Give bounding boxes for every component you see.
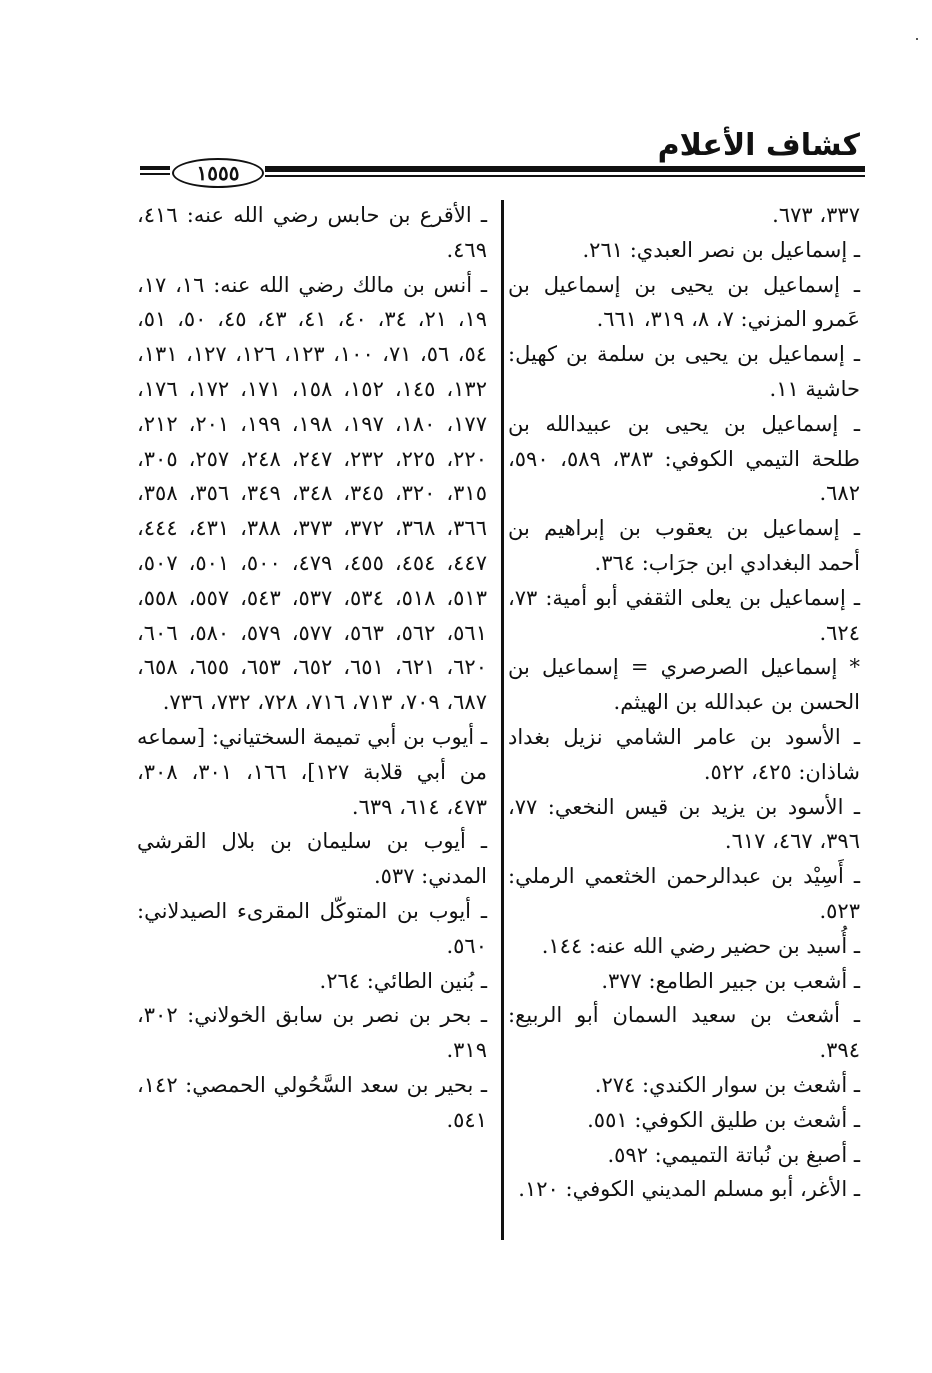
index-entry: ـ أَسِيْد بن عبدالرحمن الخثعمي الرملي: ٥٢٣. xyxy=(508,864,860,923)
running-header-title: كشاف الأعلام xyxy=(657,128,860,163)
index-entry: ـ إسماعيل بن نصر العبدي: ٢٦١. xyxy=(582,237,860,262)
index-column-right xyxy=(508,198,860,1207)
stray-mark xyxy=(916,38,918,40)
index-entry: ـ الأقرع بن حابس رضي الله عنه: ٤١٦، ٤٦٩. xyxy=(137,203,487,262)
index-entry: ـ أشعث بن سعيد السمان أبو الربيع: ٣٩٤. xyxy=(508,1003,860,1063)
index-entry: ـ الأغر، أبو مسلم المديني الكوفي: ١٢٠. xyxy=(518,1177,860,1202)
index-entry: ـ بُنين الطائي: ٢٦٤. xyxy=(319,968,487,993)
index-column-left xyxy=(137,198,487,1138)
index-entry: ـ الأسود بن يزيد بن قيس النخعي: ٧٧، ٣٩٦، ٤٦٧، ٦١٧. xyxy=(508,794,860,854)
index-entry: ـ أيوب بن سليمان بن بلال القرشي المدني: ٥٣٧. xyxy=(137,829,487,889)
index-entry: ـ إسماعيل بن يعلى الثقفي أبو أمية: ٧٣، ٦٢٤. xyxy=(508,585,860,645)
index-entry: ـ أشعث بن طليق الكوفي: ٥٥١. xyxy=(587,1107,860,1132)
index-entry: ـ أنس بن مالك رضي الله عنه: ١٦، ١٧، ١٩، ٢١، ٣٤، ٤٠، ٤١، ٤٣، ٤٥، ٥٠، ٥١، ٥٤، ٥٦، ٧١، ١٠٠، ١٢٣، ١٢٦، ١٢٧، ١٣١، ١٣٢، ١٤٥، ١٥٢، ١٥٨، ١٧١، ١٧٢، ١٧٦، ١٧٧، ١٨٠، ١٩٧، ١٩٨، ١٩٩، ٢٠١، ٢١٢، ٢٢٠، ٢٢٥، ٢٣٢، ٢٤٧، ٢٤٨، ٢٥٧، ٣٠٥، ٣١٥، ٣٢٠، ٣٤٥، ٣٤٨، ٣٤٩، ٣٥٦، ٣٥٨، ٣٦٦، ٣٦٨، ٣٧٢، ٣٧٣، ٣٨٨، ٤٣١، ٤٤٤، ٤٤٧، ٤٥٤، ٤٥٥، ٤٧٩، ٥٠٠، ٥٠١، ٥٠٧، ٥١٣، ٥١٨، ٥٣٤، ٥٣٧، ٥٤٣، ٥٥٧، ٥٥٨، ٥٦١، ٥٦٢، ٥٦٣، ٥٧٧، ٥٧٩، ٥٨٠، ٦٠٦، ٦٢٠، ٦٢١، ٦٥١، ٦٥٢، ٦٥٣، ٦٥٥، ٦٥٨، ٦٨٧، ٧٠٩، ٧١٣، ٧١٦، ٧٢٨، ٧٣٢، ٧٣٦. xyxy=(137,272,488,715)
index-entry: ـ إسماعيل بن يعقوب بن إبراهيم بن أحمد البغدادي ابن جرَاب: ٣٦٤. xyxy=(508,516,860,575)
index-entry: ـ أيوب بن أبي تميمة السختياني: [سماعه من أبي قلابة ١٢٧]، ١٦٦، ٣٠١، ٣٠٨، ٤٧٣، ٦١٤، ٦٣٩. xyxy=(137,724,488,819)
index-entry: ـ إسماعيل بن يحيى بن عبيدالله بن طلحة التيمي الكوفي: ٣٨٣، ٥٨٩، ٥٩٠، ٦٨٢. xyxy=(508,411,861,506)
header-rule-left xyxy=(140,166,170,175)
index-entry: ـ أشعث بن سوار الكندي: ٢٧٤. xyxy=(594,1072,860,1097)
header-rule-right xyxy=(265,166,865,177)
index-entry: ـ أيوب بن المتوكّل المقرىء الصيدلاني: ٥٦٠. xyxy=(137,898,487,958)
index-entry: ـ أشعب بن جبير الطامع: ٣٧٧. xyxy=(601,968,860,993)
index-entry: ـ أُسيد بن حضير رضي الله عنه: ١٤٤. xyxy=(541,933,860,958)
header-rule xyxy=(140,158,865,188)
column-divider xyxy=(501,200,504,1240)
index-entry: ـ بحر بن نصر بن سابق الخولاني: ٣٠٢، ٣١٩. xyxy=(137,1003,487,1063)
index-cross-reference: * إسماعيل الصرصري = إسماعيل بن الحسن بن عبدالله بن الهيثم. xyxy=(508,655,860,715)
index-entry: ـ أصبغ بن نُباتة التميمي: ٥٩٢. xyxy=(607,1142,860,1167)
index-entry: ـ إسماعيل بن يحيى بن سلمة بن كهيل: حاشية ١١. xyxy=(508,342,860,401)
index-entry: ـ بحير بن سعد السَّحُولي الحمصي: ١٤٢، ٥٤١. xyxy=(137,1072,487,1132)
index-entry: ـ الأسود بن عامر الشامي نزيل بغداد شاذان: ٤٢٥، ٥٢٢. xyxy=(508,724,860,784)
page-number: ١٥٥٥ xyxy=(172,158,264,188)
index-entry: ٣٣٧، ٦٧٣. xyxy=(772,203,860,227)
index-entry: ـ إسماعيل بن يحيى بن إسماعيل بن عَمرو المزني: ٧، ٨، ٣١٩، ٦٦١. xyxy=(508,272,860,332)
